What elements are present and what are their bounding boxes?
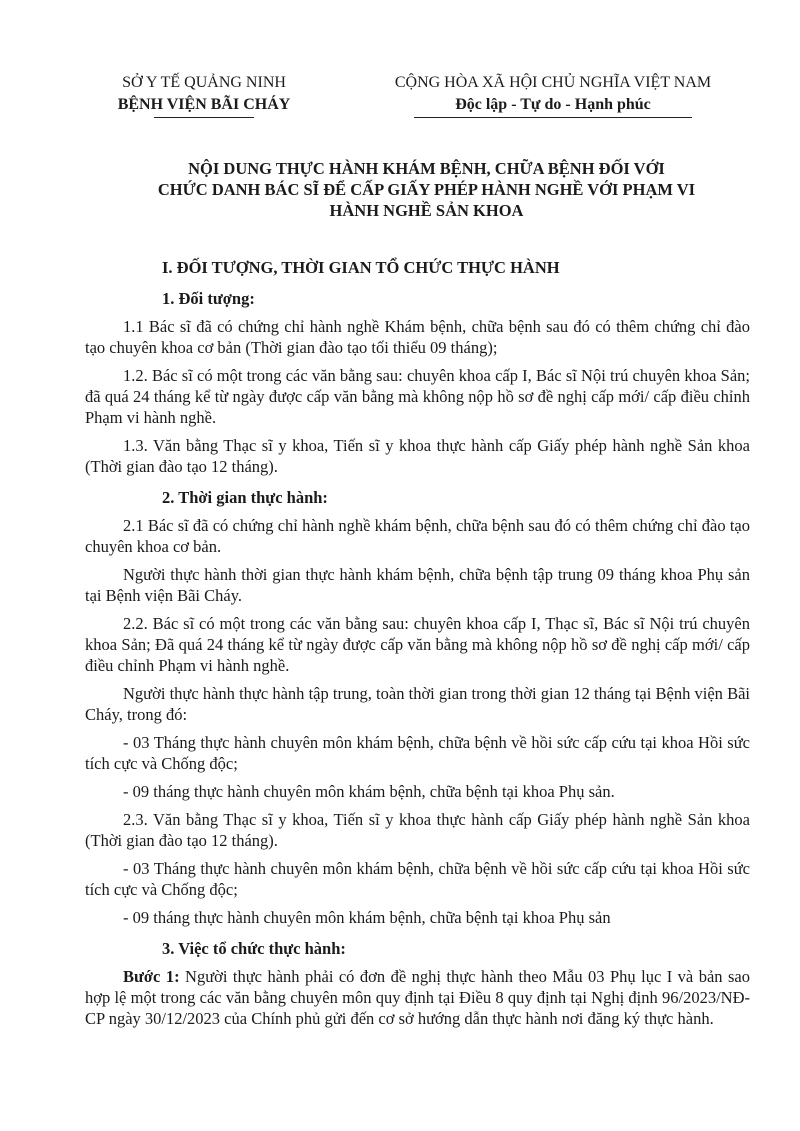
paragraph-step-1: [85, 966, 750, 1029]
paragraph-1-2: 1.2. Bác sĩ có một trong các văn bằng sau: chuyên khoa cấp I, Bác sĩ Nội trú chuyên khoa Sản; đã quá 24 tháng kể từ ngày được cấp văn bằng mà không nộp hồ sơ đề nghị cấp mới/ cấp điều chỉnh Phạm vi hành nghề.: [85, 366, 750, 427]
step-1-label: Bước 1:: [123, 967, 180, 986]
section-1-heading: I. ĐỐI TƯỢNG, THỜI GIAN TỔ CHỨC THỰC HÀNH: [162, 258, 560, 277]
paragraph-2-3: 2.3. Văn bằng Thạc sĩ y khoa, Tiến sĩ y khoa thực hành cấp Giấy phép hành nghề Sản khoa (Thời gian đào tạo 12 tháng).: [85, 810, 750, 850]
paragraph-1-3: 1.3. Văn bằng Thạc sĩ y khoa, Tiến sĩ y khoa thực hành cấp Giấy phép hành nghề Sản khoa (Thời gian đào tạo 12 tháng).: [85, 436, 750, 476]
paragraph-2-3-dash-03: - 03 Tháng thực hành chuyên môn khám bệnh, chữa bệnh về hồi sức cấp cứu tại khoa Hồi sức tích cực và Chống độc;: [85, 859, 750, 899]
national-block: [366, 72, 740, 118]
title-line-2: CHỨC DANH BÁC SĨ ĐỂ CẤP GIẤY PHÉP HÀNH NGHỀ VỚI PHẠM VI: [157, 180, 696, 199]
heading-doi-tuong: 1. Đối tượng:: [162, 289, 255, 308]
org-parent-name: SỞ Y TẾ QUẢNG NINH: [122, 74, 286, 91]
paragraph-2-3-dash-09: - 09 tháng thực hành chuyên môn khám bệnh, chữa bệnh tại khoa Phụ sản: [123, 908, 611, 927]
issuing-org-block: [85, 72, 323, 118]
paragraph-1-1: 1.1 Bác sĩ đã có chứng chỉ hành nghề Khám bệnh, chữa bệnh sau đó có thêm chứng chỉ đào tạo chuyên khoa cơ bản (Thời gian đào tạo tối thiểu 09 tháng);: [85, 317, 750, 357]
title-line-1: NỘI DUNG THỰC HÀNH KHÁM BỆNH, CHỮA BỆNH ĐỐI VỚI: [188, 159, 665, 178]
paragraph-2-2: 2.2. Bác sĩ có một trong các văn bằng sau: chuyên khoa cấp I, Thạc sĩ, Bác sĩ Nội trú chuyên khoa Sản; Đã quá 24 tháng kể từ ngày được cấp văn bằng mà không nộp hồ sơ đề nghị cấp mới/ cấp điều chỉnh Phạm vi hành nghề.: [85, 614, 750, 675]
national-title: CỘNG HÒA XÃ HỘI CHỦ NGHĨA VIỆT NAM: [394, 74, 712, 91]
paragraph-2-2-dash-09: - 09 tháng thực hành chuyên môn khám bệnh, chữa bệnh tại khoa Phụ sản.: [123, 782, 615, 801]
step-1-text: Người thực hành phải có đơn đề nghị thực hành theo Mẫu 03 Phụ lục I và bản sao hợp lệ một trong các văn bằng chuyên môn quy định tại Điều 8 quy định tại Nghị định 96/2023/NĐ-CP ngày 30/12/2023 của Chính phủ gửi đến cơ sở hướng dẫn thực hành nơi đăng ký thực hành.: [85, 967, 750, 1028]
document-body: [85, 257, 750, 1029]
document-title: [103, 158, 750, 221]
paragraph-2-2-note: Người thực hành thực hành tập trung, toàn thời gian trong thời gian 12 tháng tại Bệnh viện Bãi Cháy, trong đó:: [85, 684, 750, 724]
paragraph-2-1: 2.1 Bác sĩ đã có chứng chỉ hành nghề khám bệnh, chữa bệnh sau đó có thêm chứng chỉ đào tạo chuyên khoa cơ bản.: [85, 516, 750, 556]
paragraph-2-1-note: Người thực hành thời gian thực hành khám bệnh, chữa bệnh tập trung 09 tháng khoa Phụ sản tại Bệnh viện Bãi Cháy.: [85, 565, 750, 605]
org-underline-rule: [154, 117, 254, 118]
national-motto: Độc lập - Tự do - Hạnh phúc: [455, 96, 651, 113]
heading-to-chuc: 3. Việc tổ chức thực hành:: [162, 939, 346, 958]
document-header: [85, 72, 750, 118]
motto-underline-rule: [414, 117, 692, 118]
org-name: BỆNH VIỆN BÃI CHÁY: [117, 96, 291, 113]
heading-thoi-gian: 2. Thời gian thực hành:: [162, 488, 328, 507]
paragraph-2-2-dash-03: - 03 Tháng thực hành chuyên môn khám bệnh, chữa bệnh về hồi sức cấp cứu tại khoa Hồi sức tích cực và Chống độc;: [85, 733, 750, 773]
title-line-3: HÀNH NGHỀ SẢN KHOA: [329, 201, 524, 220]
